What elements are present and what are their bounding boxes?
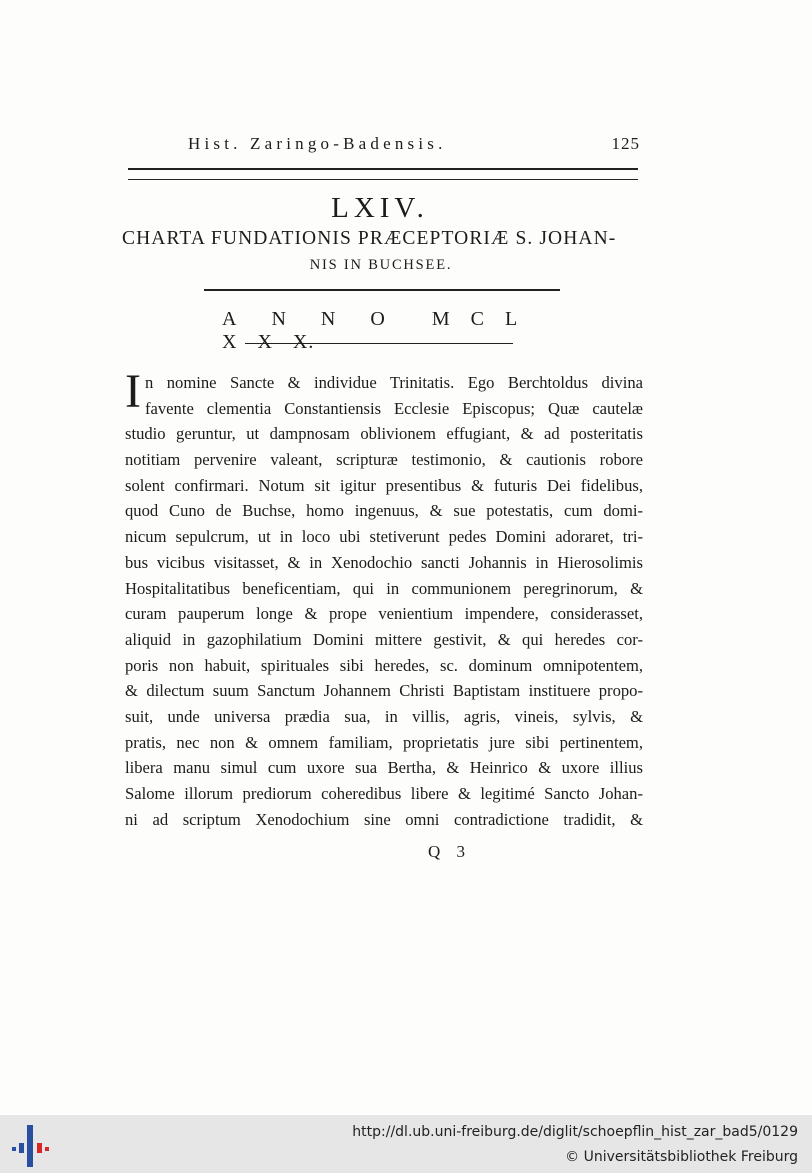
- year-rule: [245, 343, 513, 344]
- text-line: aliquid in gazophilatium Domini mittere gestivit, & qui heredes cor-: [125, 629, 643, 649]
- year-letter: O: [370, 308, 386, 330]
- text-line: & dilectum suum Sanctum Johannem Christi Baptistam instituere propo-: [125, 681, 643, 701]
- charter-text: [125, 365, 643, 832]
- text-line: n nomine Sancte & individue Trinitatis. Ego Berchtoldus divina: [144, 373, 643, 392]
- header-double-rule: [128, 168, 638, 180]
- year-heading: [222, 308, 542, 354]
- text-line: Hospitalitatibus beneficentiam, qui in communionem peregrinorum, &: [125, 578, 643, 598]
- year-letter: A: [222, 308, 238, 330]
- text-line: ni ad scriptum Xenodochium sine omni contradictione tradidit, &: [125, 809, 643, 829]
- year-letter: N: [320, 308, 337, 330]
- page-number: 125: [611, 134, 640, 153]
- year-letter: L: [504, 308, 519, 330]
- text-line: suit, unde universa prædia sua, in villis, agris, vineis, sylvis, &: [125, 706, 643, 726]
- title-rule: [204, 289, 560, 291]
- year-letter: M: [431, 308, 451, 330]
- text-line: poris non habuit, spirituales sibi heredes, sc. dominum omnipotentem,: [125, 655, 643, 675]
- drop-cap: I: [125, 365, 141, 418]
- library-logo-icon: [10, 1125, 50, 1167]
- text-line: Salome illorum prediorum coheredibus libere & legitimé Sancto Johan-: [125, 784, 643, 803]
- text-line: quod Cuno de Buchse, homo ingenuus, & sue potestatis, cum domi-: [125, 501, 643, 521]
- text-line: curam pauperum longe & prope venientium impendere, considerasset,: [125, 604, 643, 624]
- text-line: solent confirmari. Notum sit igitur presentibus & futuris Dei fidelibus,: [125, 475, 643, 495]
- year-letter: X: [257, 331, 273, 353]
- chapter-title-line-1: CHARTA FUNDATIONIS PRÆCEPTORIÆ S. JOHAN-: [122, 228, 617, 249]
- copyright-notice: © Universitätsbibliothek Freiburg: [565, 1149, 798, 1165]
- year-letter: N: [271, 308, 287, 330]
- year-letter: X.: [292, 331, 315, 353]
- running-title: Hist. Zaringo-Badensis.: [188, 134, 447, 153]
- text-line: bus vicibus visitasset, & in Xenodochio sancti Johannis in Hierosolimis: [125, 552, 643, 572]
- signature-mark: Q 3: [428, 842, 472, 861]
- text-line: nicum sepulcrum, ut in loco ubi stetiverunt pedes Domini adoraret, tri-: [125, 527, 643, 547]
- permalink-url[interactable]: http://dl.ub.uni-freiburg.de/diglit/schoepflin_hist_zar_bad5/0129: [352, 1124, 798, 1140]
- year-letter: C: [470, 308, 485, 330]
- text-line: studio geruntur, ut dampnosam oblivionem effugiant, & ad posteritatis: [125, 424, 643, 444]
- text-line: libera manu simul cum uxore sua Bertha, & Heinrico & uxore illius: [125, 758, 643, 778]
- year-letter: X: [222, 331, 238, 353]
- chapter-title-line-2: NIS IN BUCHSEE.: [309, 257, 453, 273]
- text-line: pratis, nec non & omnem familiam, proprietatis jure sibi pertinentem,: [125, 732, 643, 752]
- running-head: [188, 134, 640, 154]
- chapter-number: LXIV.: [331, 192, 429, 224]
- viewer-footer: [0, 1115, 812, 1173]
- text-line: favente clementia Constantiensis Ecclesie Episcopus; Quæ cautelæ: [144, 398, 643, 418]
- text-line: notitiam pervenire valeant, scripturæ testimonio, & cautionis robore: [125, 450, 643, 470]
